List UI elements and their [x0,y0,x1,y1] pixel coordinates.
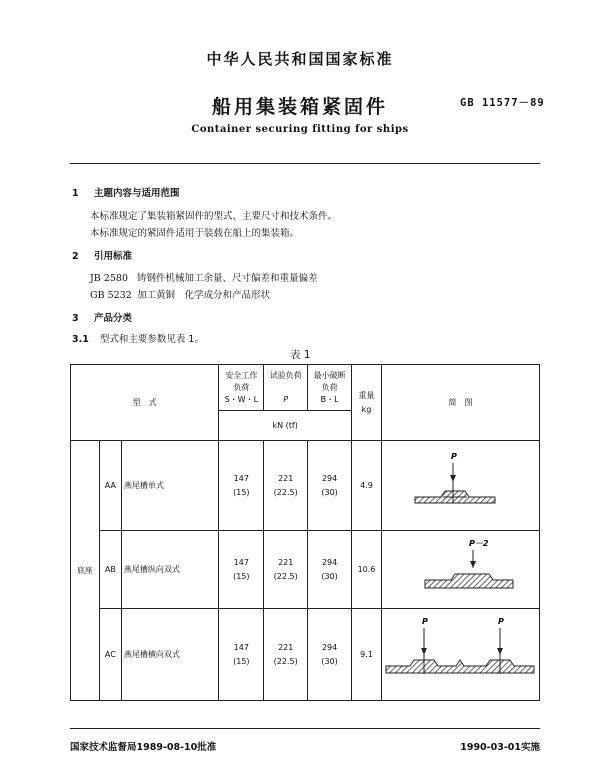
parameters-table [70,364,540,701]
reference-code: JB 2580 [90,273,128,284]
subsection-3-1 [72,331,204,345]
test-load-cell: 221 (22.5) [264,609,308,701]
effective-date: 1990-03-01实施 [460,742,540,753]
arrow-head [450,475,456,482]
load-label: P [498,616,505,626]
section-number: 3 [72,313,79,324]
header-break-load: 最小破断 负荷 B・L [308,365,352,411]
break-load-cell: 294 (30) [308,531,352,609]
break-load-cell: 294 (30) [308,609,352,701]
break-load-cell: 294 (30) [308,441,352,531]
load-label: P－2 [469,538,489,548]
section-number: 1 [72,188,79,199]
reference-title: 铸钢件机械加工余量、尺寸偏差和重量偏差 [137,273,318,284]
section-1-heading [72,185,179,199]
document-title-english: Container securing fitting for ships [191,124,409,135]
table-caption: 表 1 [290,349,311,361]
reference-code: GB 5232 [90,290,132,301]
header-test-load: 试验负荷 P [264,365,308,411]
base-profile [386,660,534,673]
section-2-heading [72,248,132,262]
weight-cell: 9.1 [352,609,382,701]
swl-cell: 147 (15) [219,531,264,609]
sketch-transverse-double [382,612,538,696]
weight-cell: 4.9 [352,441,382,531]
header-unit: kN (tf) [219,411,352,441]
group-label: 底座 [71,441,100,701]
sketch-cell [381,531,539,609]
arrow-head [497,648,503,655]
section-number: 2 [72,251,79,262]
sketch-single-dovetail [385,445,535,525]
approval-text: 国家技术监督局1989-08-10批准 [70,742,217,753]
row-name: 燕尾槽纵向双式 [121,531,219,609]
load-label: P [451,451,458,461]
section-title: 产品分类 [93,313,132,324]
section-title: 主题内容与适用范围 [93,188,180,199]
row-code: AB [99,531,121,609]
load-label: P [422,616,429,626]
paragraph: 本标准规定了集装箱紧固件的型式、主要尺寸和技术条件。 [90,211,338,222]
reference-item [90,270,318,284]
row-name: 燕尾槽单式 [121,441,219,531]
sketch-longitudinal-double [385,534,535,604]
national-standard-heading: 中华人民共和国国家标准 [206,50,394,68]
header-type: 型 式 [71,365,219,441]
sketch-cell [381,441,539,531]
arrow-head [421,648,427,655]
header-divider [70,163,540,164]
row-code: AC [99,609,121,701]
table-row [71,441,540,531]
row-name: 燕尾槽横向双式 [121,609,219,701]
base-profile [425,574,513,588]
test-load-cell: 221 (22.5) [264,441,308,531]
reference-title: 加工黄铜 化学成分和产品形状 [137,290,271,301]
weight-cell: 10.6 [352,531,382,609]
paragraph: 本标准规定的紧固件适用于装载在船上的集装箱。 [90,228,300,239]
sketch-cell [381,609,539,701]
test-load-cell: 221 (22.5) [264,531,308,609]
table-row [71,609,540,701]
header-weight: 重量 kg [352,365,382,441]
subsection-number: 3.1 [72,334,89,345]
document-title: 船用集装箱紧固件 [211,96,388,118]
table-row [71,531,540,609]
row-code: AA [99,441,121,531]
subsection-text: 型式和主要参数见表 1。 [99,334,204,345]
reference-item [90,287,270,301]
swl-cell: 147 (15) [219,609,264,701]
section-title: 引用标准 [93,251,132,262]
section-3-heading [72,310,132,324]
standard-code: GB 11577－89 [460,97,545,109]
swl-cell: 147 (15) [219,441,264,531]
arrow-head [470,561,476,568]
header-sketch: 简 图 [381,365,539,441]
footer-divider [70,728,540,729]
header-swl: 安全工作 负荷 S・W・L [219,365,264,411]
